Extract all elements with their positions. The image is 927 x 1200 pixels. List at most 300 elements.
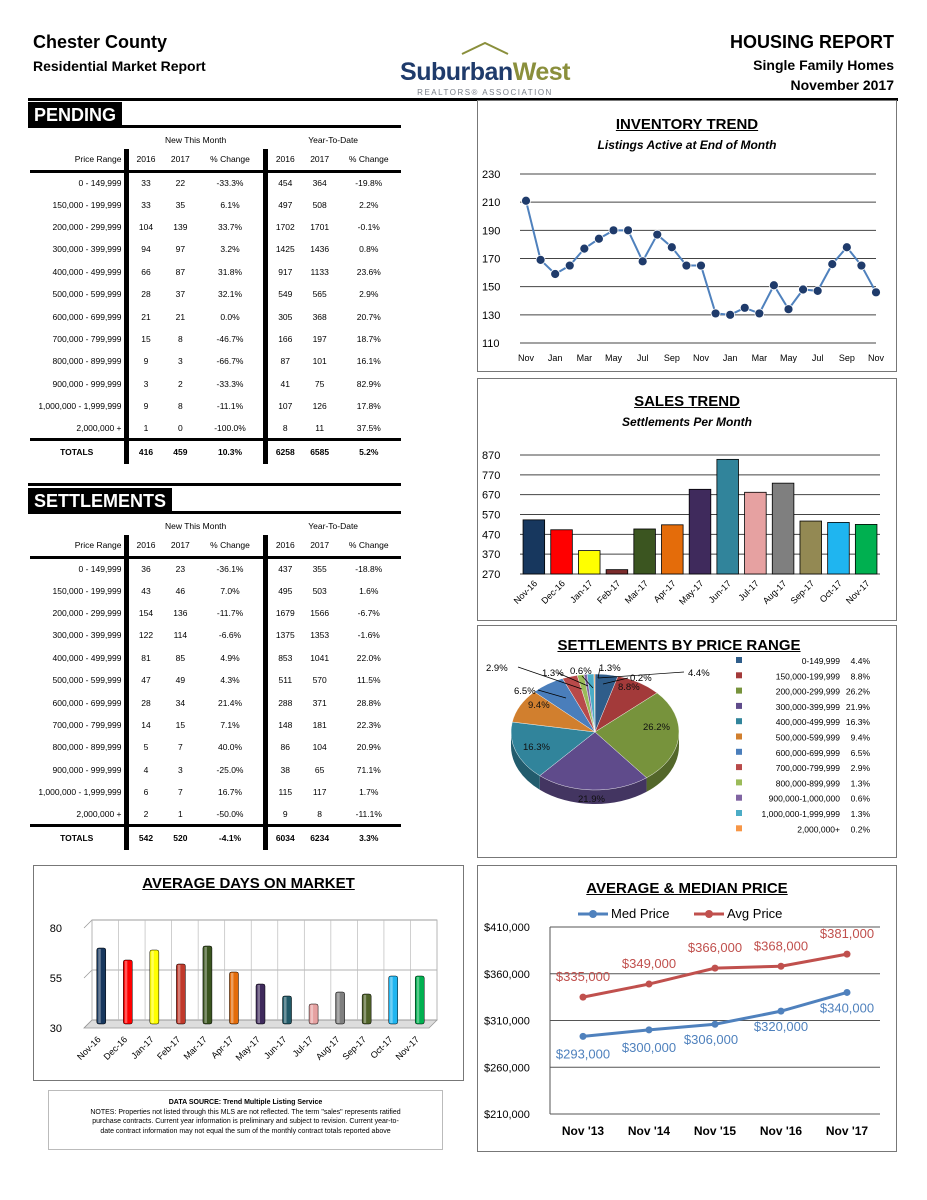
value-cell: 49 [175,675,186,686]
price-range-panel [477,625,897,858]
value-cell: 16.7% [197,781,265,803]
value-cell: 21.4% [197,691,265,713]
value-cell: 28 [141,697,151,708]
value-cell: 8 [177,333,183,344]
table-row [30,736,401,758]
value-cell: -36.1% [197,557,265,579]
value-cell: 454 [278,177,293,188]
y-tick-label: 130 [482,309,501,322]
value-cell: 166 [278,333,293,344]
x-tick-label: Aug-17 [313,1034,342,1062]
pie-value-label: 0.2% [630,673,652,684]
x-tick-label: Oct-17 [817,578,844,605]
inventory-point [872,288,881,297]
table-row [30,417,401,439]
price-data-label: $335,000 [555,969,611,985]
legend-marker [589,910,597,918]
value-cell: 34 [175,697,186,708]
legend-swatch [736,734,742,740]
pie-value-label: 2.9% [486,663,508,674]
dom-bar-highlight [417,977,420,1023]
sales-bar [606,570,628,574]
report-period: November 2017 [790,77,894,93]
value-cell: 7.1% [197,714,265,736]
legend-label: 2,000,000+ [797,824,840,835]
value-cell: -11.1% [197,395,265,417]
y-tick-label: 230 [482,169,501,181]
dom-bar-highlight [231,973,234,1023]
legend-swatch [736,825,742,831]
value-cell: 1.6% [359,585,379,596]
x-tick-label: Sep-17 [788,578,817,606]
x-tick-label: Mar-17 [181,1034,209,1062]
column-header: % Change [337,149,401,171]
dom-bar-highlight [98,949,101,1023]
value-cell: 0.8% [359,244,379,255]
dom-bar [309,1004,318,1024]
price-point [712,1021,719,1028]
legend-swatch [736,703,742,709]
inventory-line [526,201,876,315]
value-cell: 22.3% [356,719,381,730]
value-cell: 1353 [310,630,330,641]
x-tick-label: Mar [751,353,768,363]
value-cell: 22 [175,177,186,188]
value-cell: -0.1% [357,221,380,232]
pending-table [30,131,401,464]
pie-value-label: 0.6% [570,666,592,677]
y-tick-label: $210,000 [484,1109,530,1121]
value-cell: 23.6% [356,266,381,277]
price-range-chart [478,626,898,859]
sales-bar [662,525,684,574]
value-cell: -6.6% [197,624,265,646]
x-tick-label: Jul [636,353,649,363]
value-cell: 8 [282,422,288,433]
sales-bar [634,529,656,574]
logo-subtitle: REALTORS® ASSOCIATION [417,88,553,97]
dom-bar-highlight [204,947,207,1023]
x-tick-label: May-17 [677,578,706,607]
x-tick-label: Nov '14 [627,1124,671,1138]
legend-value: 8.8% [850,671,870,682]
value-cell: 126 [312,401,327,412]
settlements-top-divider [28,483,401,486]
column-header: 2016 [265,535,302,557]
y-tick-label: 870 [482,450,501,462]
sales-trend-panel [477,378,897,621]
value-cell: -19.8% [355,177,383,188]
value-cell: 1679 [275,607,295,618]
totals-row [30,826,401,850]
totals-cell: 5.2% [337,440,401,464]
y-tick-label: 470 [482,529,501,542]
price-range-cell: 400,000 - 499,999 [30,647,126,669]
legend-label: 0-149,999 [801,656,840,666]
dom-bar [256,984,265,1024]
price-range-cell: 500,000 - 599,999 [30,283,126,305]
value-cell: 87 [280,356,291,367]
value-cell: 181 [312,719,327,730]
y-tick-label: 150 [482,281,501,294]
dom-bar [415,976,424,1024]
legend-swatch [736,672,742,678]
legend-label: 300,000-399,999 [775,701,840,712]
inventory-point [609,226,618,235]
dom-bar [150,950,159,1024]
group-header-row [30,131,401,149]
value-cell: 65 [314,764,325,775]
pending-title: PENDING [28,102,122,128]
price-range-cell: 700,000 - 799,999 [30,714,126,736]
x-tick-label: May [779,353,798,363]
sales-bar [578,551,600,574]
value-cell: 2 [177,378,183,389]
price-range-cell: 0 - 149,999 [30,557,126,579]
value-cell: 497 [278,199,293,210]
value-cell: 917 [278,266,293,277]
property-type: Single Family Homes [753,57,894,73]
value-cell: 1701 [310,221,330,232]
value-cell: 3 [143,378,149,389]
price-data-label: $300,000 [621,1039,677,1055]
value-cell: 0.0% [197,305,265,327]
value-cell: -18.8% [355,563,383,574]
totals-label: TOTALS [30,826,126,850]
value-cell: 20.9% [356,742,381,753]
x-tick-label: Jul-17 [290,1034,315,1059]
sales-bar [800,521,822,574]
legend-swatch [736,718,742,724]
column-header: 2017 [163,535,197,557]
x-tick-label: Nov '15 [693,1124,737,1138]
column-header: 2017 [303,149,337,171]
group-ytd: Year-To-Date [308,521,359,531]
x-tick-label: Sep [663,353,680,363]
legend-swatch [736,749,742,755]
value-cell: 1 [143,422,149,433]
value-cell: 6.1% [197,193,265,215]
inventory-point [726,310,735,319]
table-row [30,261,401,283]
value-cell: 32.1% [197,283,265,305]
value-cell: 33.7% [197,216,265,238]
table-row [30,557,401,579]
column-header: % Change [197,149,265,171]
column-header: 2016 [265,149,302,171]
dom-panel [33,865,464,1081]
group-blank [30,131,126,149]
value-cell: 1.7% [359,787,379,798]
x-tick-label: Mar [576,353,593,363]
value-cell: 3 [177,356,183,367]
inventory-point [594,234,603,243]
inventory-chart [478,101,898,373]
value-cell: 35 [175,199,186,210]
value-cell: 565 [312,289,327,300]
inventory-point [697,261,706,270]
value-cell: 0 [177,422,183,433]
table-row [30,238,401,260]
legend-value: 6.5% [850,747,870,758]
value-cell: 570 [312,675,327,686]
inventory-trend-panel [477,100,897,372]
y-tick-label: 570 [482,509,501,522]
value-cell: 14 [141,719,151,730]
value-cell: 508 [312,199,327,210]
county-name: Chester County [33,32,168,52]
totals-row [30,440,401,464]
inventory-point [857,261,866,270]
sales-bar [689,489,711,574]
value-cell: 31.8% [197,261,265,283]
dom-bar-highlight [125,961,128,1023]
value-cell: 1 [177,808,183,819]
value-cell: 107 [278,401,293,412]
value-cell: 28 [141,289,151,300]
table-row [30,350,401,372]
value-cell: -100.0% [197,417,265,439]
value-cell: 355 [312,563,327,574]
value-cell: 437 [278,563,293,574]
price-range-cell: 1,000,000 - 1,999,999 [30,781,126,803]
grid-line [84,920,92,928]
totals-cell: 459 [163,440,197,464]
grid-line [84,970,92,978]
value-cell: 288 [278,697,293,708]
report-title: HOUSING REPORT [729,32,894,52]
x-tick-label: Jan-17 [129,1034,156,1061]
x-tick-label: Sep [838,353,855,363]
table-row [30,691,401,713]
value-cell: 22.0% [356,652,381,663]
legend-value: 26.2% [845,686,870,697]
value-cell: 37 [175,289,186,300]
x-tick-label: Feb-17 [595,578,623,606]
totals-cell: 3.3% [337,826,401,850]
report-header-right [730,32,894,93]
price-range-cell: 2,000,000 + [30,417,126,439]
price-range-cell: 800,000 - 899,999 [30,350,126,372]
price-data-label: $340,000 [819,1000,875,1016]
price-point [580,994,587,1001]
y-tick-label: $360,000 [484,968,530,981]
value-cell: 495 [278,585,293,596]
value-cell: -46.7% [197,328,265,350]
price-range-cell: 500,000 - 599,999 [30,669,126,691]
column-header: 2017 [303,535,337,557]
price-point [646,981,653,988]
data-source-notes [48,1090,443,1150]
value-cell: 503 [312,585,327,596]
price-range-cell: 600,000 - 699,999 [30,305,126,327]
value-cell: 104 [138,221,154,232]
y-tick-label: 55 [49,973,62,985]
legend-swatch [736,764,742,770]
y-tick-label: 270 [482,569,501,581]
value-cell: 8 [317,808,323,819]
price-range-cell: 800,000 - 899,999 [30,736,126,758]
y-tick-label: $260,000 [484,1062,530,1075]
pie-value-label: 4.4% [688,668,710,679]
pie-value-label: 16.3% [523,742,550,753]
dom-bar-highlight [284,997,287,1023]
value-cell: 9 [282,808,288,819]
x-tick-label: Nov '13 [561,1124,605,1138]
inventory-point [667,243,676,252]
value-cell: 2.2% [359,199,379,210]
value-cell: 33 [141,177,151,188]
price-range-cell: 300,000 - 399,999 [30,624,126,646]
value-cell: 87 [175,266,186,277]
y-tick-label: 110 [482,338,500,350]
value-cell: 82.9% [356,378,381,389]
legend-label: 500,000-599,999 [775,732,840,743]
y-tick-label: 30 [49,1023,62,1035]
legend-value: 9.4% [850,732,870,743]
value-cell: 305 [278,311,293,322]
price-point [844,989,851,996]
column-header: Price Range [30,535,126,557]
inventory-title: INVENTORY TREND [615,116,759,133]
dom-title: AVERAGE DAYS ON MARKET [142,875,355,892]
totals-cell: 6585 [303,440,337,464]
value-cell: 7.0% [197,579,265,601]
totals-cell: 10.3% [197,440,265,464]
value-cell: 66 [141,266,151,277]
sales-bar [855,524,877,574]
column-header: 2017 [163,149,197,171]
data-source: DATA SOURCE: Trend Multiple Listing Service [168,1099,323,1106]
x-tick-label: Oct-17 [368,1034,395,1061]
value-cell: 368 [312,311,327,322]
group-ytd: Year-To-Date [308,135,359,145]
sales-chart [478,379,898,622]
price-data-label: $349,000 [621,956,677,972]
value-cell: 11 [315,422,325,433]
x-tick-label: Nov-17 [393,1034,422,1062]
table-row [30,283,401,305]
value-cell: 2.9% [359,289,379,300]
value-cell: 2 [143,808,149,819]
value-cell: 7 [177,742,183,753]
price-range-cell: 200,000 - 299,999 [30,216,126,238]
value-cell: 115 [278,787,293,798]
price-data-label: $306,000 [683,1032,739,1048]
x-tick-label: May [604,353,623,363]
value-cell: 5 [143,742,149,753]
dom-bar-highlight [311,1005,314,1023]
price-point [580,1033,587,1040]
inventory-subtitle: Listings Active at End of Month [597,138,777,152]
x-tick-label: Nov [692,353,710,363]
x-tick-label: Dec-16 [539,578,567,606]
price-point [778,1008,785,1015]
value-cell: 136 [173,607,188,618]
column-header-row [30,149,401,171]
table-row [30,579,401,601]
value-cell: 371 [312,697,327,708]
value-cell: 1375 [275,630,295,641]
totals-cell: 416 [126,440,163,464]
notes-line-3: date contract information may not equal the sum of the monthly contract totals reported above [100,1127,391,1135]
legend-value: 16.3% [845,717,870,728]
price-range-cell: 600,000 - 699,999 [30,691,126,713]
dom-bar-highlight [178,965,181,1023]
price-data-label: $368,000 [753,938,809,954]
dom-bar-highlight [337,993,340,1023]
column-header: 2016 [126,149,163,171]
table-row [30,328,401,350]
value-cell: 47 [141,675,151,686]
value-cell: 1041 [310,652,330,663]
value-cell: 1702 [275,221,295,232]
sales-bar [745,492,767,574]
inventory-point [769,281,778,290]
price-range-title: SETTLEMENTS BY PRICE RANGE [557,637,801,654]
sales-bar [717,459,739,574]
price-point [646,1026,653,1033]
totals-cell: -4.1% [197,826,265,850]
x-tick-label: Sep-17 [340,1034,369,1062]
pie-value-label: 1.3% [599,663,621,674]
dom-bar [203,946,212,1024]
dom-chart [34,866,465,1082]
table-row [30,395,401,417]
inventory-point [653,230,662,239]
value-cell: 4 [143,764,149,775]
table-row [30,624,401,646]
price-range-cell: 900,000 - 999,999 [30,373,126,395]
value-cell: 94 [141,244,151,255]
value-cell: 1133 [310,266,329,277]
price-range-cell: 700,000 - 799,999 [30,328,126,350]
x-tick-label: Nov [517,353,535,363]
x-tick-label: Jun-17 [706,578,734,605]
value-cell: -33.3% [197,171,265,193]
inventory-point [740,303,749,312]
column-header: Price Range [30,149,126,171]
inventory-point [755,309,764,318]
totals-cell: 520 [163,826,197,850]
value-cell: 853 [278,652,293,663]
settlements-title: SETTLEMENTS [28,488,172,514]
value-cell: 15 [175,719,186,730]
table-row [30,714,401,736]
value-cell: 21 [141,311,151,322]
dom-bar [97,948,106,1024]
inventory-point [711,309,720,318]
legend-marker [705,910,713,918]
x-tick-label: Jan [547,353,563,363]
table-row [30,305,401,327]
price-title: AVERAGE & MEDIAN PRICE [586,880,788,897]
table-row [30,781,401,803]
legend-value: 1.3% [850,809,870,819]
legend-label: 800,000-899,999 [775,778,840,789]
table-row [30,602,401,624]
x-tick-label: Jul [811,353,824,363]
price-data-label: $293,000 [555,1046,611,1062]
inventory-point [813,286,822,295]
value-cell: 20.7% [356,311,381,322]
value-cell: 21 [175,311,186,322]
y-tick-label: 670 [482,489,501,502]
legend-value: 0.2% [850,824,870,835]
inventory-point [624,226,633,235]
pie-value-label: 1.3% [542,668,564,679]
x-tick-label: Jul-17 [736,578,761,603]
